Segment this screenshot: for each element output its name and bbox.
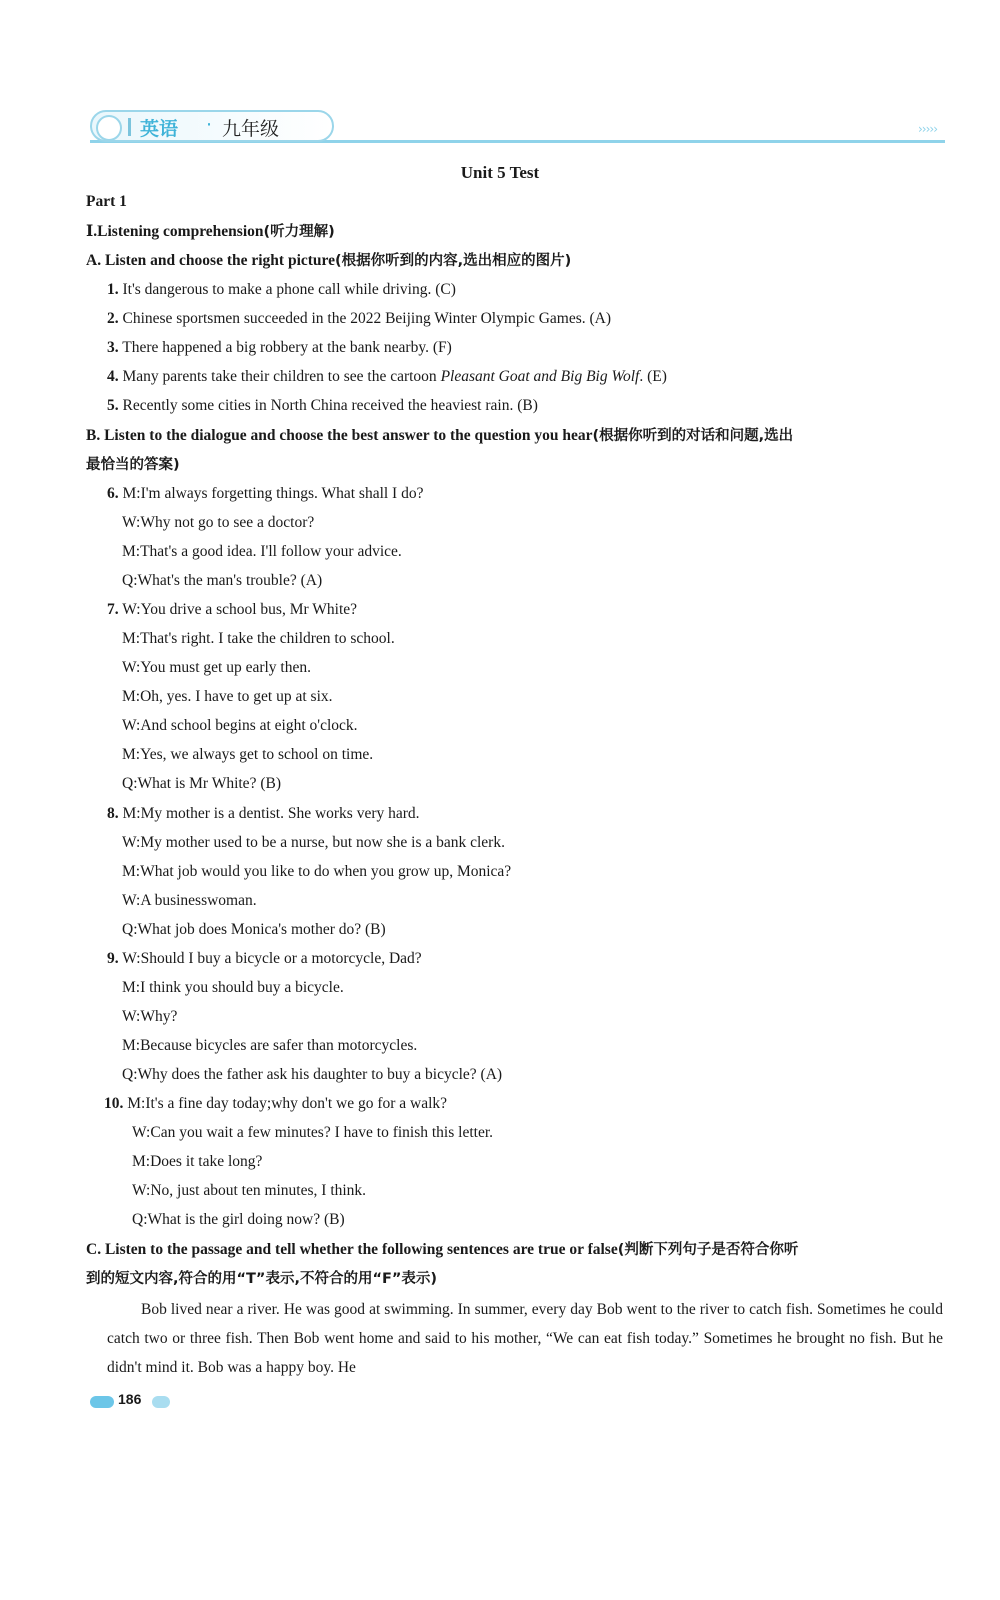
section-c-title-cn: (判断下列句子是否符合你听: [617, 1242, 799, 1258]
section-c-title-en: Listen to the passage and tell whether the following sentences are true or false: [104, 1241, 618, 1258]
dialogue-line: M:I think you should buy a bicycle.: [122, 979, 344, 996]
list-item: [107, 367, 667, 387]
cartoon-title: Pleasant Goat and Big Big Wolf: [440, 368, 640, 385]
section-b-title-cn-cont: 最恰当的答案): [86, 457, 180, 473]
dialogue-line: Q:Why does the father ask his daughter to buy a bicycle? (A): [122, 1066, 503, 1083]
dialogue-line: [104, 1094, 447, 1114]
dialogue-line: W:And school begins at eight o'clock.: [122, 717, 358, 734]
section-b-title-cn: (根据你听到的对话和问题,选出: [592, 428, 794, 444]
header-badge: [90, 110, 334, 142]
page-header: [90, 108, 945, 148]
section-b-title-en: Listen to the dialogue and choose the best answer to the question you hear: [104, 427, 593, 444]
item-text: Many parents take their children to see the cartoon: [122, 368, 441, 385]
dialogue-line: M:Does it take long?: [132, 1153, 263, 1170]
section-b-label: B.: [86, 427, 101, 444]
dialogue-line: [107, 949, 422, 969]
section-c-label: C.: [86, 1241, 102, 1258]
dialogue-text: W:You drive a school bus, Mr White?: [122, 601, 358, 618]
item-number: 8.: [107, 805, 119, 822]
section-heading: [86, 222, 335, 242]
list-item: [107, 338, 452, 358]
dialogue-line: M:Oh, yes. I have to get up at six.: [122, 688, 333, 705]
item-text-end: . (E): [639, 368, 667, 385]
dialogue-line: M:Yes, we always get to school on time.: [122, 746, 374, 763]
chevrons-icon: ›››››: [918, 122, 937, 136]
dialogue-text: W:Should I buy a bicycle or a motorcycle, Dad?: [122, 950, 422, 967]
section-b-heading: [86, 426, 793, 446]
dialogue-line: [107, 484, 423, 504]
list-item: [107, 280, 456, 300]
dialogue-line: W:You must get up early then.: [122, 659, 311, 676]
part-heading: Part 1: [86, 193, 127, 210]
dialogue-line: W:A businesswoman.: [122, 892, 257, 909]
dialogue-line: M:That's a good idea. I'll follow your advice.: [122, 543, 402, 560]
section-a-title-en: Listen and choose the right picture: [104, 252, 336, 269]
item-number: 3.: [107, 339, 119, 356]
item-text: It's dangerous to make a phone call while driving. (C): [122, 281, 456, 298]
dialogue-line: [107, 600, 357, 620]
dialogue-line: Q:What is Mr White? (B): [122, 775, 281, 792]
item-number: 2.: [107, 310, 119, 327]
page-title: Unit 5 Test: [460, 163, 540, 182]
circle-icon: [96, 115, 122, 141]
item-number: 7.: [107, 601, 119, 618]
dialogue-line: W:No, just about ten minutes, I think.: [132, 1182, 367, 1199]
passage-text: Bob lived near a river. He was good at swimming. In summer, every day Bob went to the river to catch fish. Sometimes he could catch two or three fish. Then Bob went home and said to his mother, “We can eat fish today.” Sometimes he brought no fish. But he didn't mind it. Bob was a happy boy. He: [107, 1301, 943, 1376]
page-number: 186: [118, 1391, 142, 1407]
item-number: 4.: [107, 368, 119, 385]
dialogue-line: W:Can you wait a few minutes? I have to finish this letter.: [132, 1124, 494, 1141]
dialogue-text: M:I'm always forgetting things. What shall I do?: [122, 485, 424, 502]
section-a-heading: [86, 251, 571, 271]
list-item: [107, 309, 611, 329]
dialogue-line: W:Why?: [122, 1008, 178, 1025]
item-text: There happened a big robbery at the bank nearby. (F): [122, 339, 452, 356]
section-a-title-cn: (根据你听到的内容,选出相应的图片): [335, 253, 572, 269]
list-item: [107, 396, 538, 416]
section-title-cn: (听力理解): [263, 224, 335, 240]
item-text: Chinese sportsmen succeeded in the 2022 Beijing Winter Olympic Games. (A): [122, 310, 612, 327]
item-number: 10.: [104, 1095, 124, 1112]
dialogue-line: M:That's right. I take the children to school.: [122, 630, 395, 647]
dialogue-text: M:My mother is a dentist. She works very hard.: [122, 805, 420, 822]
dialogue-line: W:Why not go to see a doctor?: [122, 514, 315, 531]
subject-label: 英语: [140, 118, 179, 140]
item-number: 5.: [107, 397, 119, 414]
footer-decoration-left: [90, 1396, 114, 1408]
section-numeral: Ⅰ.: [86, 223, 98, 240]
divider-bar: [128, 118, 131, 136]
dialogue-line: W:My mother used to be a nurse, but now she is a bank clerk.: [122, 834, 505, 851]
section-title-en: Listening comprehension: [97, 223, 264, 240]
dialogue-line: Q:What's the man's trouble? (A): [122, 572, 323, 589]
dialogue-line: M:What job would you like to do when you grow up, Monica?: [122, 863, 512, 880]
header-separator: ·: [206, 114, 213, 136]
item-number: 9.: [107, 950, 119, 967]
section-c-heading: [86, 1240, 798, 1260]
section-a-label: A.: [86, 252, 102, 269]
item-number: 6.: [107, 485, 119, 502]
dialogue-line: Q:What job does Monica's mother do? (B): [122, 921, 386, 938]
grade-label: 九年级: [222, 118, 280, 140]
item-text: Recently some cities in North China received the heaviest rain. (B): [122, 397, 538, 414]
item-number: 1.: [107, 281, 119, 298]
footer-decoration-right: [152, 1396, 170, 1408]
dialogue-line: Q:What is the girl doing now? (B): [132, 1211, 345, 1228]
dialogue-text: M:It's a fine day today;why don't we go for a walk?: [127, 1095, 448, 1112]
dialogue-line: [107, 804, 420, 824]
section-c-title-cn-cont: 到的短文内容,符合的用“T”表示,不符合的用“F”表示): [86, 1271, 438, 1287]
dialogue-line: M:Because bicycles are safer than motorcycles.: [122, 1037, 418, 1054]
